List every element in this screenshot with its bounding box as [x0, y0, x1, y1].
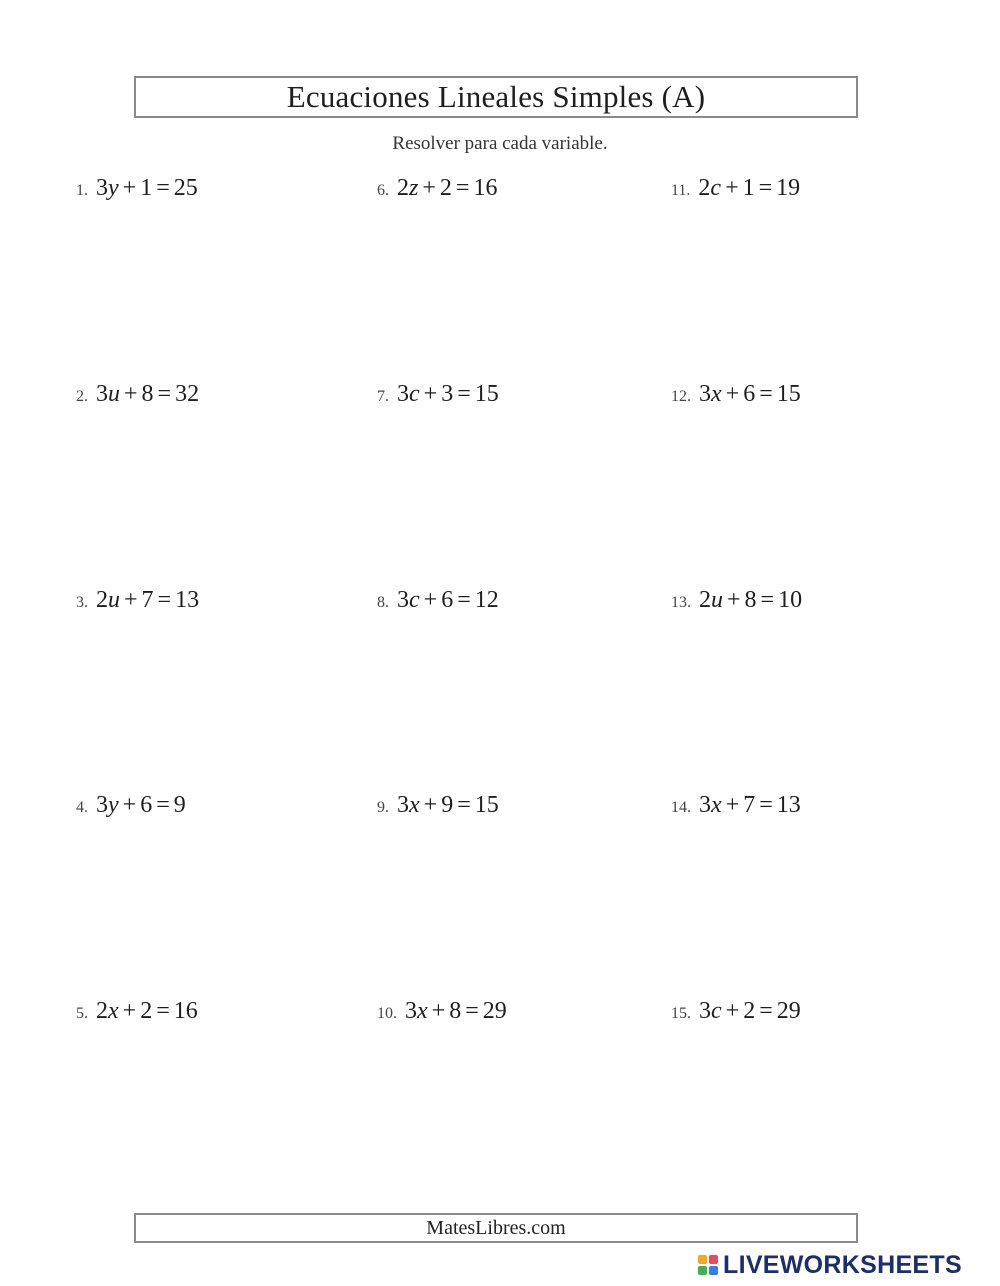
equation-constant: 1 — [742, 175, 755, 201]
problem-item — [76, 175, 198, 202]
problem-equation — [96, 998, 198, 1025]
equation-equals: = — [156, 998, 170, 1024]
problem-item — [671, 381, 801, 408]
equation-variable: u — [108, 381, 120, 407]
equation-variable: c — [710, 175, 722, 201]
problem-equation — [397, 175, 497, 202]
equation-variable: x — [409, 792, 420, 818]
equation-equals: = — [156, 792, 170, 818]
liveworksheets-logo — [698, 1250, 962, 1280]
equation-constant: 2 — [743, 998, 756, 1024]
equation-constant: 9 — [441, 792, 454, 818]
equation-variable: c — [711, 998, 722, 1024]
equation-coefficient: 3 — [699, 998, 711, 1024]
equation-result: 25 — [173, 175, 198, 201]
equation-constant: 7 — [743, 792, 756, 818]
problem-equation — [699, 381, 801, 408]
logo-square-1 — [698, 1255, 707, 1264]
problem-number: 12. — [671, 388, 691, 405]
problem-item — [671, 998, 801, 1025]
equation-constant: 6 — [140, 792, 153, 818]
footer-box — [134, 1213, 858, 1243]
problem-item — [377, 587, 499, 614]
equation-operator: + — [124, 381, 138, 407]
problem-number: 4. — [76, 799, 88, 816]
problem-number: 9. — [377, 799, 389, 816]
problem-equation — [96, 175, 198, 202]
problem-equation — [397, 587, 499, 614]
logo-square-3 — [698, 1266, 707, 1275]
problem-equation — [699, 792, 801, 819]
problem-item — [377, 998, 507, 1025]
equation-operator: + — [725, 998, 740, 1024]
equation-operator: + — [725, 381, 740, 407]
problem-equation — [397, 792, 499, 819]
equation-constant: 3 — [441, 381, 454, 407]
equation-operator: + — [422, 175, 436, 201]
equation-result: 16 — [473, 175, 498, 201]
equation-result: 12 — [474, 587, 499, 613]
worksheet-title-box — [134, 76, 858, 118]
equation-coefficient: 2 — [96, 998, 108, 1024]
equation-variable: x — [711, 381, 722, 407]
equation-equals: = — [157, 381, 172, 407]
equation-operator: + — [122, 792, 137, 818]
equation-result: 9 — [173, 792, 186, 818]
equation-variable: u — [711, 587, 723, 613]
equation-constant: 2 — [439, 175, 452, 201]
equation-coefficient: 3 — [699, 381, 711, 407]
problem-equation — [699, 998, 801, 1025]
problem-equation — [405, 998, 507, 1025]
problem-item — [76, 792, 186, 819]
equation-equals: = — [759, 792, 773, 818]
equation-result: 13 — [776, 792, 801, 818]
equation-operator: + — [122, 175, 137, 201]
equation-result: 32 — [175, 381, 200, 407]
liveworksheets-brand: LIVEWORKSHEETS — [723, 1250, 962, 1279]
problem-number: 15. — [671, 1005, 691, 1022]
equation-operator: + — [727, 587, 741, 613]
equation-variable: c — [409, 381, 420, 407]
equation-equals: = — [157, 587, 172, 613]
equation-variable: z — [409, 175, 419, 201]
problem-number: 6. — [377, 182, 389, 199]
equation-coefficient: 2 — [698, 175, 711, 201]
equation-result: 10 — [778, 587, 803, 613]
problem-item — [377, 175, 497, 202]
equation-variable: x — [108, 998, 119, 1024]
logo-square-2 — [709, 1255, 718, 1264]
problem-item — [671, 587, 802, 614]
equation-constant: 7 — [141, 587, 154, 613]
problem-number: 1. — [76, 182, 88, 199]
equation-variable: x — [417, 998, 428, 1024]
problem-equation — [96, 792, 186, 819]
equation-coefficient: 3 — [96, 381, 108, 407]
problem-equation — [96, 381, 199, 408]
equation-variable: u — [108, 587, 120, 613]
equation-equals: = — [759, 998, 773, 1024]
equation-coefficient: 3 — [405, 998, 417, 1024]
equation-result: 13 — [175, 587, 200, 613]
equation-constant: 2 — [140, 998, 153, 1024]
footer-source: MatesLibres.com — [426, 1216, 566, 1239]
equation-constant: 6 — [743, 381, 756, 407]
equation-operator: + — [423, 587, 438, 613]
equation-constant: 8 — [141, 381, 154, 407]
equation-equals: = — [457, 381, 471, 407]
equation-result: 15 — [474, 381, 499, 407]
equation-result: 19 — [776, 175, 801, 201]
problem-number: 7. — [377, 388, 389, 405]
equation-coefficient: 3 — [397, 587, 409, 613]
problem-item — [76, 998, 198, 1025]
worksheet-title: Ecuaciones Lineales Simples (A) — [286, 79, 706, 114]
equation-equals: = — [457, 587, 471, 613]
equation-coefficient: 3 — [699, 792, 711, 818]
equation-equals: = — [758, 175, 773, 201]
problem-number: 8. — [377, 594, 389, 611]
equation-equals: = — [457, 792, 471, 818]
equation-variable: x — [711, 792, 722, 818]
logo-square-4 — [709, 1266, 718, 1275]
problem-number: 11. — [671, 182, 691, 199]
equation-operator: + — [122, 998, 137, 1024]
problem-equation — [698, 175, 800, 202]
equation-constant: 6 — [441, 587, 454, 613]
equation-result: 29 — [776, 998, 801, 1024]
equation-operator: + — [423, 792, 438, 818]
problem-number: 10. — [377, 1005, 397, 1022]
equation-operator: + — [423, 381, 438, 407]
worksheet-instruction: Resolver para cada variable. — [392, 133, 608, 154]
problem-number: 5. — [76, 1005, 88, 1022]
problem-number: 2. — [76, 388, 88, 405]
equation-equals: = — [455, 175, 470, 201]
problem-item — [671, 175, 800, 202]
equation-operator: + — [725, 792, 740, 818]
equation-variable: y — [108, 792, 119, 818]
equation-equals: = — [760, 587, 775, 613]
equation-operator: + — [124, 587, 138, 613]
equation-coefficient: 2 — [699, 587, 711, 613]
problem-equation — [699, 587, 802, 614]
equation-result: 15 — [776, 381, 801, 407]
problem-item — [377, 381, 499, 408]
equation-result: 29 — [482, 998, 507, 1024]
equation-result: 16 — [173, 998, 198, 1024]
equation-constant: 8 — [449, 998, 462, 1024]
equation-result: 15 — [474, 792, 499, 818]
equation-coefficient: 2 — [96, 587, 108, 613]
problem-number: 13. — [671, 594, 691, 611]
equation-constant: 1 — [140, 175, 153, 201]
problem-item — [76, 587, 199, 614]
problem-equation — [96, 587, 199, 614]
problem-number: 3. — [76, 594, 88, 611]
equation-coefficient: 3 — [96, 792, 108, 818]
equation-equals: = — [156, 175, 170, 201]
problem-item — [377, 792, 499, 819]
liveworksheets-grid-icon — [698, 1255, 718, 1275]
problem-number: 14. — [671, 799, 691, 816]
equation-variable: y — [108, 175, 119, 201]
equation-coefficient: 2 — [397, 175, 409, 201]
equation-constant: 8 — [744, 587, 757, 613]
equation-coefficient: 3 — [96, 175, 108, 201]
equation-coefficient: 3 — [397, 792, 409, 818]
problem-item — [671, 792, 801, 819]
problem-item — [76, 381, 199, 408]
equation-equals: = — [465, 998, 479, 1024]
equation-operator: + — [725, 175, 739, 201]
problem-equation — [397, 381, 499, 408]
equation-coefficient: 3 — [397, 381, 409, 407]
equation-operator: + — [431, 998, 446, 1024]
equation-variable: c — [409, 587, 420, 613]
equation-equals: = — [759, 381, 773, 407]
